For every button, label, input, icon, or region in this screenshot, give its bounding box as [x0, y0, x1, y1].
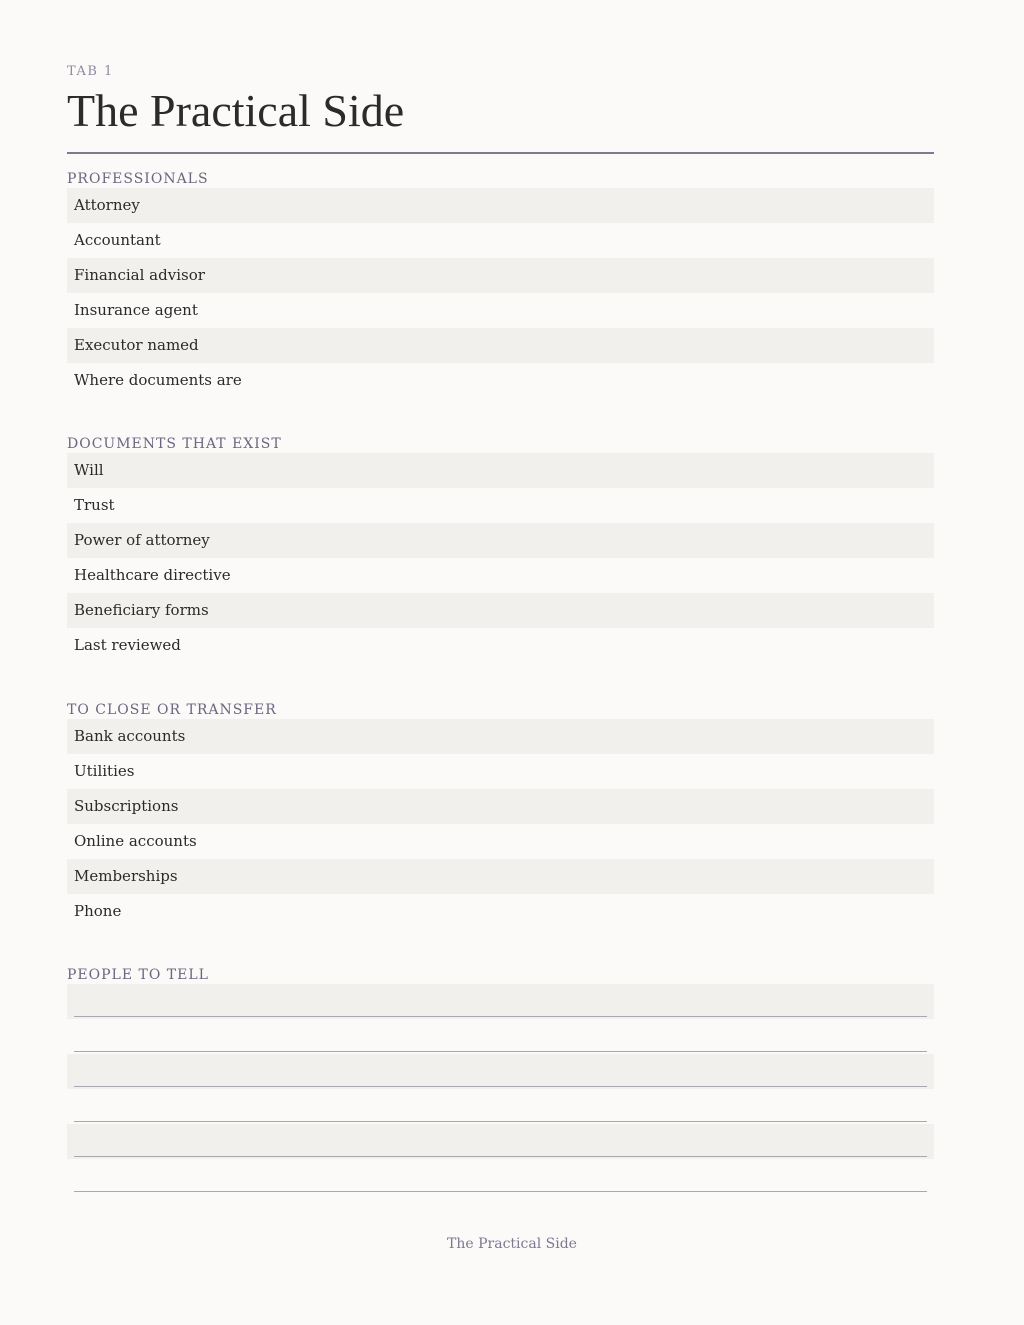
- section-documents: [67, 435, 934, 663]
- section-people-to-tell: [67, 966, 934, 1194]
- section-heading: DOCUMENTS THAT EXIST: [67, 436, 282, 452]
- list-item: Phone: [74, 902, 122, 920]
- underline: [74, 1051, 927, 1052]
- section-close-transfer: [67, 701, 934, 929]
- underline: [74, 1191, 927, 1192]
- write-in-line[interactable]: [67, 1159, 934, 1194]
- page-footer: The Practical Side: [447, 1236, 577, 1252]
- list-item: Memberships: [67, 859, 934, 894]
- list-item: Financial advisor: [67, 258, 934, 293]
- section-heading: PROFESSIONALS: [67, 171, 209, 187]
- list-item: Power of attorney: [67, 523, 934, 558]
- underline: [74, 1121, 927, 1122]
- tab-label: TAB 1: [67, 64, 114, 79]
- section-professionals: [67, 170, 934, 398]
- underline: [74, 1016, 927, 1017]
- write-in-line[interactable]: [67, 1054, 934, 1089]
- write-in-line[interactable]: [67, 1089, 934, 1124]
- list-item: Online accounts: [74, 832, 197, 850]
- list-item: Attorney: [67, 188, 934, 223]
- underline: [74, 1086, 927, 1087]
- list-item: Executor named: [67, 328, 934, 363]
- list-item: Trust: [74, 496, 115, 514]
- write-in-line[interactable]: [67, 1019, 934, 1054]
- list-item: Where documents are: [74, 371, 242, 389]
- title-divider: [67, 152, 934, 154]
- list-item: Utilities: [74, 762, 135, 780]
- list-item: Insurance agent: [74, 301, 198, 319]
- write-in-line[interactable]: [67, 984, 934, 1019]
- list-item: Subscriptions: [67, 789, 934, 824]
- page-title: The Practical Side: [67, 85, 405, 136]
- list-item: Will: [67, 453, 934, 488]
- section-heading: PEOPLE TO TELL: [67, 967, 209, 983]
- list-item: Bank accounts: [67, 719, 934, 754]
- list-item: Last reviewed: [74, 636, 181, 654]
- list-item: Healthcare directive: [74, 566, 231, 584]
- list-item: Accountant: [74, 231, 161, 249]
- section-heading: TO CLOSE OR TRANSFER: [67, 702, 277, 718]
- underline: [74, 1156, 927, 1157]
- list-item: Beneficiary forms: [67, 593, 934, 628]
- write-in-line[interactable]: [67, 1124, 934, 1159]
